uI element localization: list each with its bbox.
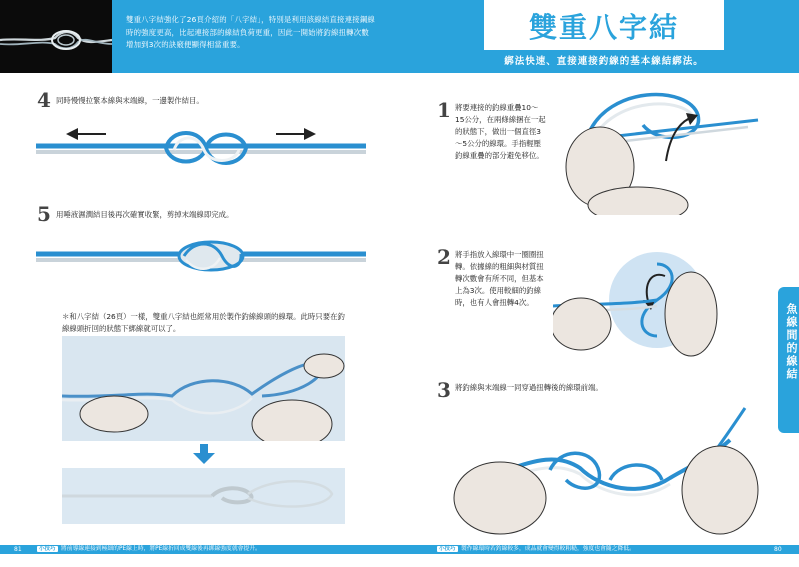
step-4-number: 4 [37,88,51,112]
loop-photo-bottom [62,468,345,524]
step-2-illustration [553,234,723,364]
arrow-down-icon [193,444,215,464]
step-5-number: 5 [37,202,51,226]
page-number-left: 81 [14,546,22,553]
step-1-text: 將要連接的釣線重疊10～15公分，在兩條線捆在一起的狀態下，做出一個直徑3～5公分的線環。手指輕壓釣線重疊的部分避免移位。 [455,103,546,160]
header-intro-text: 雙重八字結強化了26頁介紹的「八字結」，特別是利用該線結直接連接鋼線時的強度更高，比起連接部的線結負荷更重，因此一開始將釣線扭轉次數增加到3次的訣竅便顯得相當重要。 [126,15,376,49]
page-number-right: 80 [774,546,782,553]
step-2-text: 將手指放入線環中一圈圈扭轉。依據線的粗細與材質扭轉次數會有所不同，但基本上為3次。使用較細的釣線時，也有人會扭轉4次。 [455,250,544,307]
step-2-number: 2 [437,245,451,269]
step-3-number: 3 [437,378,451,402]
step-1-number: 1 [437,98,451,122]
step-4-text: 同時慢慢拉緊本線與末端線，一邊製作結目。 [56,96,204,105]
footer-right-tag: 小技巧 [439,546,456,552]
page-title: 雙重八字結 [528,11,679,44]
step-4-illustration [36,118,366,178]
step-3-text: 將釣線與末端線一同穿過扭轉後的線環前端。 [455,383,603,392]
step-5-illustration [36,232,366,282]
loop-photo-top [62,336,345,441]
footer-left-text: 將前導線連接到極細的PE線上時，將PE線折回成雙線後再綁線強度就會提升。 [61,546,261,552]
section-side-tab-label: 魚線間的線結 [785,303,798,381]
step-3-illustration [440,398,770,536]
step-1-illustration [548,85,770,215]
note-text: ＊和八字結（26頁）一樣，雙重八字結也經常用於製作釣線線頭的線環。此時只要在釣線線頭折回的狀態下綁線就可以了。 [62,312,345,333]
header-knot-photo [0,0,112,73]
footer-left-tag: 小技巧 [39,546,56,552]
page-subtitle: 綁法快速、直接連接釣線的基本線結綁法。 [484,50,724,73]
step-5-text: 用唾液濕潤結目後再次確實收緊，剪掉末端線即完成。 [56,210,234,219]
footer-right-text: 製作線環時若釣線較多，成品就會變得較粗糙，強度也會隨之降低。 [461,546,635,552]
